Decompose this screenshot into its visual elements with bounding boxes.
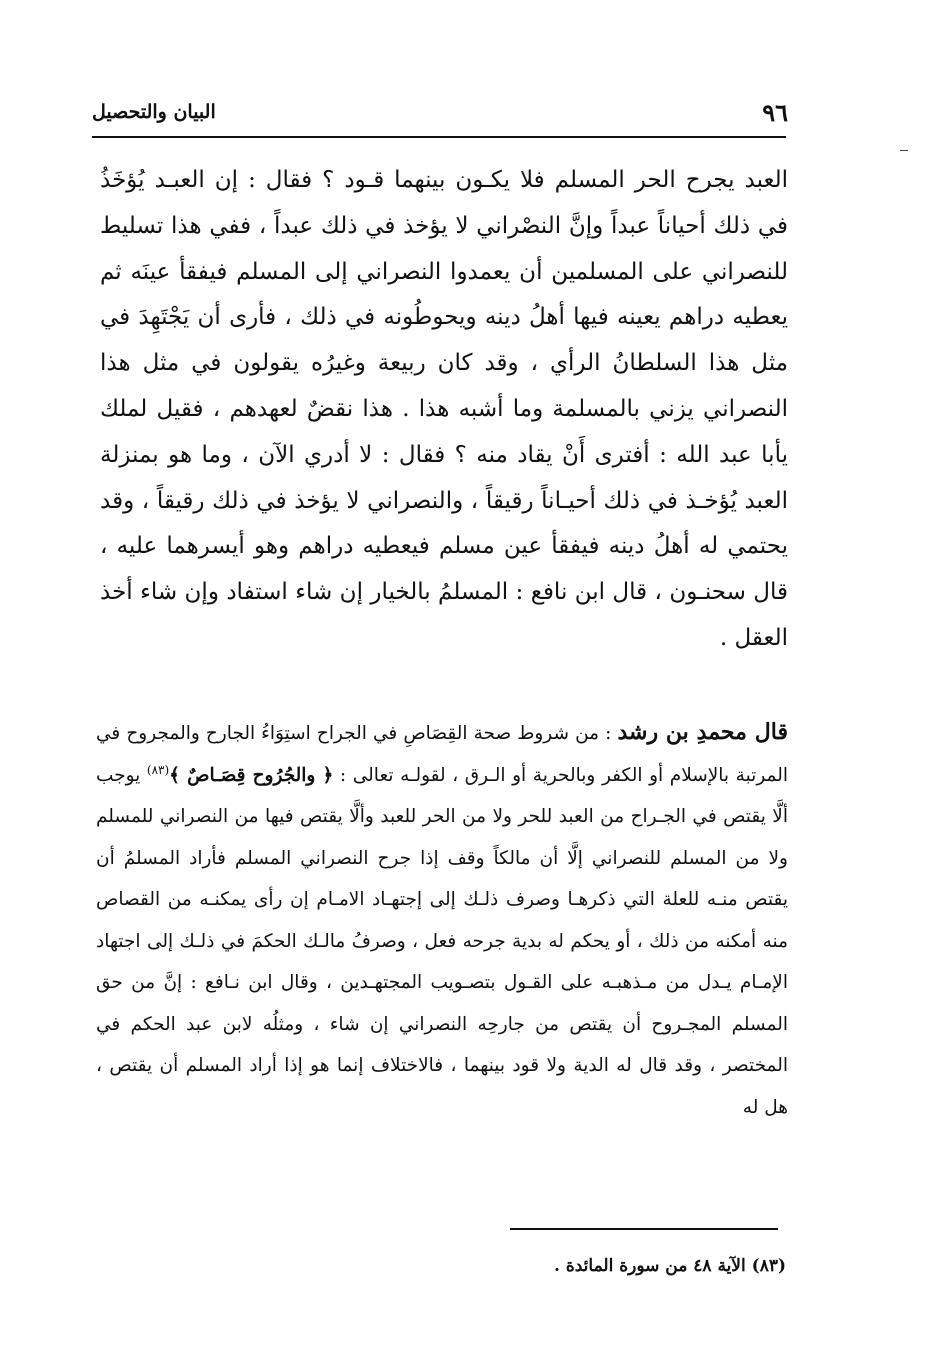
footnote-divider [510, 1228, 778, 1230]
page-number: ٩٦ [762, 97, 788, 127]
margin-mark [900, 150, 908, 151]
commentary-text-after-verse: يوجب ألَّا يقتص في الجـراح من العبد للحر ولا من الحر للعبد وألَّا يقتص فيها من النصراني للمسلم ولا من المسلم للنصراني إلَّا أن مالكاً وقف إذا جرح النصراني المسلم فأراد المسلمُ أن يقتص منـه للعلة التي ذكرهـا وصرف ذلـك إلى إجتهـاد الامـام إن رأى يمكنـه من القصاص منه أمكنه من ذلك ، أو يحكم له بدية جرحه فعل ، وصرفُ مالـك الحكمَ في ذلـك إلى اجتهاد الإمـام يـدل من مـذهبـه على القـول بتصـويب المجتهـدين ، وقال ابن نـافع : إنَّ من حق المسلم المجـروح أن يقتص من جارحِه النصراني إن شاء ، ومثلُه لابن عبد الحكم في المختصر ، وقد قال له الدية ولا قود بينهما ، فالاختلاف إنما هو إذا أراد المسلم أن يقتص ، هل له [96, 764, 788, 1118]
paragraph-quoted-text: العبد يجرح الحر المسلم فلا يكـون بينهما قـود ؟ فقال : إن العبـد يُؤخَذُ في ذلك أحياناً عبداً وإنَّ النصْراني لا يؤخذ في ذلك عبداً ، ففي هذا تسليط للنصراني على المسلمين أن يعمدوا النصراني إلى المسلم فيفقأ عينَه ثم يعطيه دراهم يعينه فيها أهلُ دينه ويحوطُونه في ذلك ، فأرى أن يَجْتَهِدَ في مثل هذا السلطانُ الرأي ، وقد كان ربيعة وغيرُه يقولون في مثل هذا النصراني يزني بالمسلمة وما أشبه هذا . هذا نقضٌ لعهدهم ، فقيل لملك يأبا عبد الله : أفترى أَنْ يقاد منه ؟ فقال : لا أدري الآن ، وما هو بمنزلة العبد يُؤخـذ في ذلك أحيـاناً رقيقاً ، والنصراني لا يؤخذ في ذلك رقيقاً ، وقد يحتمي له أهلُ دينه فيفقأ عين مسلم فيعطيه دراهم وهو أيسرهما عليه ، قال سحنـون ، قال ابن نافع : المسلمُ بالخيار إن شاء استفاد وإن شاء أخذ العقل . [100, 167, 788, 651]
footnote: (٨٣) الآية ٤٨ من سورة المائدة . [554, 1256, 786, 1276]
footnote-reference[interactable]: (٨٣) [146, 762, 170, 777]
running-header [92, 96, 788, 128]
commentary-speaker: قال محمدِ بن رشد [617, 719, 788, 745]
paragraph-commentary [96, 712, 788, 1128]
header-divider [92, 136, 786, 138]
quran-verse: ﴿ والجُرُوح قِصَـاصٌ ﴾ [169, 764, 334, 786]
book-title: البيان والتحصيل [92, 101, 216, 123]
commentary-text-before-verse: : من شروط صحة القِصَاصِ في الجراح استِوَاءُ الجارح والمجروح في المرتبة بالإسلام أو الكفر وبالحرية أو الـرق ، لقولـه تعالى : [96, 723, 788, 786]
